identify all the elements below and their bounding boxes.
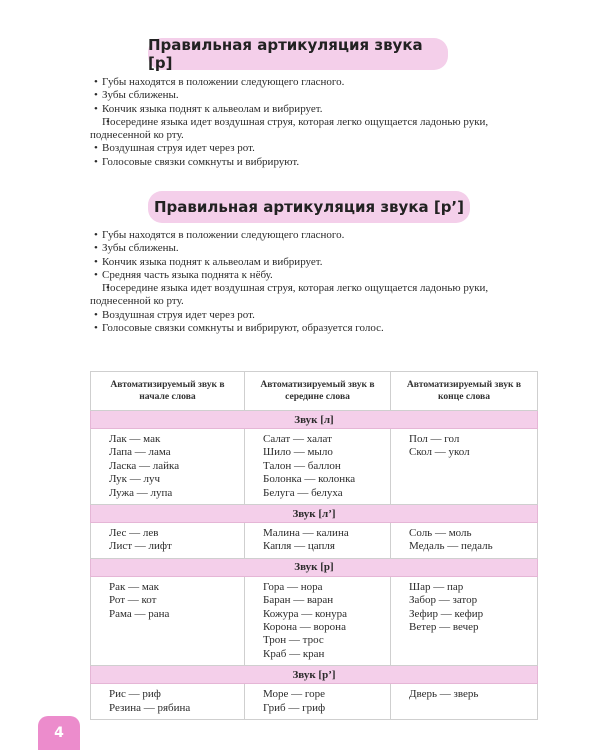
word-cell-end: [391, 523, 538, 559]
word-pair: Салат — халат: [263, 433, 332, 445]
word-pair: Кожура — конура: [263, 607, 348, 620]
sound-section-row: [91, 558, 538, 576]
sound-section-title: Звук [р’]: [91, 666, 538, 684]
word-pair: Лес — лев: [109, 527, 159, 540]
articulation-list-r-soft: [90, 229, 550, 335]
word-pair: Гора — нора: [263, 580, 323, 593]
word-pair: Талон — баллон: [263, 459, 341, 472]
word-pair: Лак — мак: [109, 433, 161, 445]
word-pair: Рис — риф: [109, 688, 161, 701]
table-row: [91, 429, 538, 505]
list-item: • Кончик языка поднят к альвеолам и вибрирует.: [90, 103, 550, 116]
word-pair: Ветер — вечер: [409, 621, 479, 634]
header-end: Автоматизируемый звук в конце слова: [391, 372, 538, 411]
word-pair: Капля — цапля: [263, 540, 335, 553]
sound-section-row: [91, 505, 538, 523]
list-item: • Воздушная струя идет через рот.: [90, 309, 550, 322]
table-header-row: [91, 372, 538, 411]
list-item: • Кончик языка поднят к альвеолам и вибрирует.: [90, 256, 550, 269]
table-row: [91, 576, 538, 665]
word-pair: Белуга — белуха: [263, 486, 343, 499]
word-pair: Лук — луч: [109, 473, 161, 486]
word-pair: Корона — ворона: [263, 621, 346, 634]
word-pair: Шило — мыло: [263, 446, 333, 459]
word-cell-middle: [245, 429, 391, 505]
header-middle: Автоматизируемый звук в середине слова: [245, 372, 391, 411]
word-pair: Соль — моль: [409, 527, 472, 540]
word-pair: Лапа — лама: [109, 446, 171, 459]
word-cell-start: [91, 576, 245, 665]
word-cell-end: [391, 684, 538, 720]
section-title-r-soft: Правильная артикуляция звука [р’]: [148, 191, 470, 223]
word-pair: Шар — пар: [409, 580, 464, 593]
word-pair: Краб — кран: [263, 647, 325, 660]
list-item: • Губы находятся в положении следующего гласного.: [90, 229, 550, 242]
sound-section-title: Звук [р]: [91, 558, 538, 576]
word-pair: Малина — калина: [263, 527, 349, 540]
list-item: • Голосовые связки сомкнуты и вибрируют, образуется голос.: [90, 322, 550, 335]
word-pair: Рама — рана: [109, 607, 170, 620]
sound-section-title: Звук [л’]: [91, 505, 538, 523]
word-pair: Медаль — педаль: [409, 540, 493, 553]
word-pair: Рак — мак: [109, 580, 159, 593]
word-pair: Зефир — кефир: [409, 607, 484, 620]
list-item: • Губы находятся в положении следующего гласного.: [90, 76, 550, 89]
sound-section-row: [91, 411, 538, 429]
list-item: • Средняя часть языка поднята к нёбу.: [90, 269, 550, 282]
list-item: • Голосовые связки сомкнуты и вибрируют.: [90, 156, 550, 169]
word-pair: Забор — затор: [409, 594, 478, 607]
word-pair: Ласка — лайка: [109, 459, 180, 472]
table-row: [91, 523, 538, 559]
list-item: • Посередине языка идет воздушная струя, которая легко ощущается ладонью руки, поднесенной ко рту.: [90, 282, 550, 309]
sound-section-row: [91, 666, 538, 684]
word-pair: Гриб — гриф: [263, 701, 326, 714]
word-cell-middle: [245, 576, 391, 665]
word-pair: Баран — варан: [263, 594, 334, 607]
header-start: Автоматизируемый звук в начале слова: [91, 372, 245, 411]
word-cell-start: [91, 684, 245, 720]
word-cell-start: [91, 523, 245, 559]
sound-section-title: Звук [л]: [91, 411, 538, 429]
word-pair: Лист — лифт: [109, 540, 172, 553]
word-pair: Скол — укол: [409, 446, 470, 459]
word-cell-middle: [245, 523, 391, 559]
list-item: • Посередине языка идет воздушная струя, которая легко ощущается ладонью руки, поднесенной ко рту.: [90, 116, 550, 143]
word-pair: Рот — кот: [109, 594, 157, 607]
word-pair: Лужа — лупа: [109, 486, 173, 499]
word-cell-start: [91, 429, 245, 505]
page-number: 4: [38, 716, 80, 750]
word-cell-end: [391, 576, 538, 665]
word-pair: Болонка — колонка: [263, 473, 356, 486]
word-cell-end: [391, 429, 538, 505]
word-pair: Трон — трос: [263, 634, 324, 647]
list-item: • Воздушная струя идет через рот.: [90, 142, 550, 155]
word-pair: Резина — рябина: [109, 701, 191, 714]
word-pair: Дверь — зверь: [409, 688, 479, 701]
section-title-r: Правильная артикуляция звука [р]: [148, 38, 448, 70]
list-item: • Зубы сближены.: [90, 89, 550, 102]
list-item: • Зубы сближены.: [90, 242, 550, 255]
word-cell-middle: [245, 684, 391, 720]
table-row: [91, 684, 538, 720]
word-pairs-table: [90, 371, 538, 720]
word-pair: Море — горе: [263, 688, 326, 701]
word-pair: Пол — гол: [409, 433, 460, 445]
articulation-list-r: [90, 76, 550, 169]
